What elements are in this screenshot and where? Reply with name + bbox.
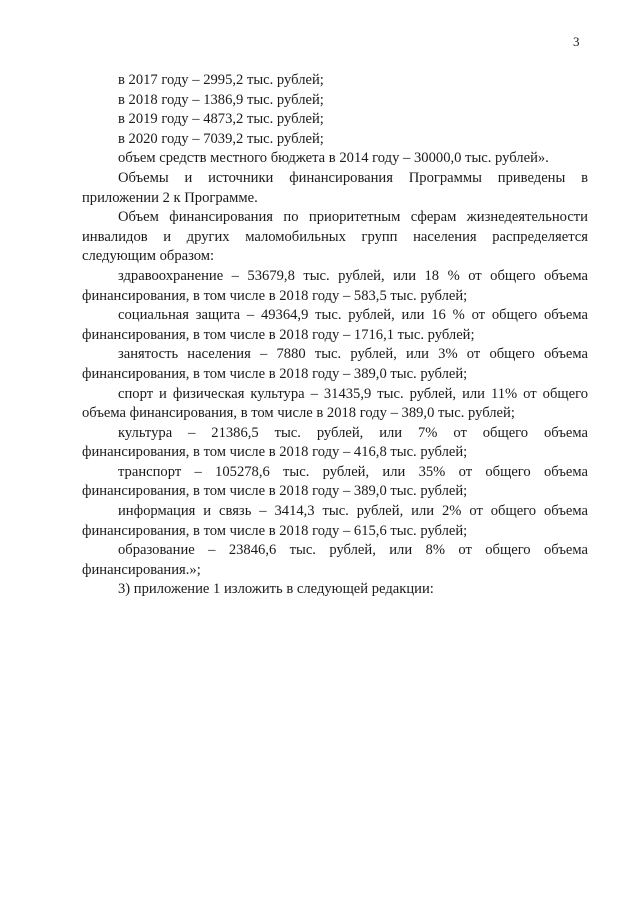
funding-year-2017: в 2017 году – 2995,2 тыс. рублей; [118,72,324,88]
sphere-sport: спорт и физическая культура – 31435,9 тыс. рублей, или 11% от общего объема финансирования, в том числе в 2018 году – 389,0 тыс. рублей; [82,385,588,422]
page-number: 3 [573,34,580,49]
funding-year-2018: в 2018 году – 1386,9 тыс. рублей; [118,91,324,108]
document-body [82,71,588,600]
sphere-information: информация и связь – 3414,3 тыс. рублей, или 2% от общего объема финансирования, в том числе в 2018 году – 615,6 тыс. рублей; [82,503,588,539]
local-budget-line: объем средств местного бюджета в 2014 году – 30000,0 тыс. рублей». [118,150,549,167]
priority-intro-paragraph: Объем финансирования по приоритетным сферам жизнедеятельности инвалидов и других маломобильных групп населения распределяется следующим образом: [82,209,588,265]
sphere-healthcare: здравоохранение – 53679,8 тыс. рублей, или 18 % от общего объема финансирования, в том числе в 2018 году – 583,5 тыс. рублей; [82,267,588,304]
sphere-education: образование – 23846,6 тыс. рублей, или 8% от общего объема финансирования.»; [82,542,588,578]
sphere-transport: транспорт – 105278,6 тыс. рублей, или 35% от общего объема финансирования, в том числе в 2018 году – 389,0 тыс. рублей; [82,463,588,500]
volumes-paragraph: Объемы и источники финансирования Программы приведены в приложении 2 к Программе. [82,169,588,206]
sphere-social-protection: социальная защита – 49364,9 тыс. рублей, или 16 % от общего объема финансирования, в том числе в 2018 году – 1716,1 тыс. рублей; [82,307,588,343]
sphere-culture: культура – 21386,5 тыс. рублей, или 7% от общего объема финансирования, в том числе в 2018 году – 416,8 тыс. рублей; [82,424,588,461]
funding-year-2019: в 2019 году – 4873,2 тыс. рублей; [118,111,324,128]
final-item: 3) приложение 1 изложить в следующей редакции: [118,581,434,598]
funding-year-2020: в 2020 году – 7039,2 тыс. рублей; [118,130,324,147]
sphere-employment: занятость населения – 7880 тыс. рублей, или 3% от общего объема финансирования, в том числе в 2018 году – 389,0 тыс. рублей; [82,346,588,382]
